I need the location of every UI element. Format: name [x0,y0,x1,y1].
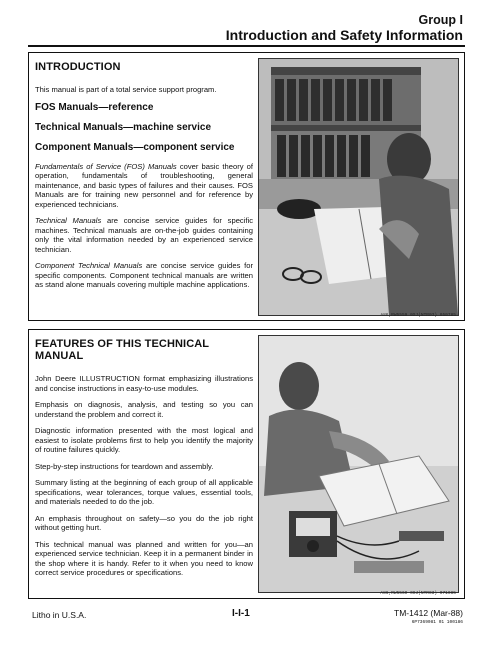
features-section [28,329,465,599]
ctm-text: are concise service guides for specific components. Component technical manuals are written as stand alone manuals covering multiple machine applications. [35,261,253,289]
ctm-subheading: Component Manuals—component service [35,141,235,153]
feature-paragraph: Summary listing at the beginning of each group of all applicable specifications, wear tolerances, torque values, essential tools, and materials needed to do the job. [35,478,253,506]
manual-number: TM-1412 (Mar-88) [394,608,463,618]
photo-reference-code: A86,RW5560 0SJ(NTR03) 071085 [380,591,456,596]
tm-text: are concise service guides for specific machines. Technical manuals are on-the-job guides containing only the vital information needed by an experienced service technician. [35,216,253,254]
tm-subheading: Technical Manuals—machine service [35,121,212,133]
feature-paragraph: Step-by-step instructions for teardown and assembly. [35,461,214,471]
fos-paragraph [35,162,253,210]
footer-printed-in: Litho in U.S.A. [32,610,87,620]
feature-paragraph: This technical manual was planned and written for you—an experienced service technician. Keep it in a permanent binder in the shop where it is handy. Refer to it when you need to know correct service procedures or specifications. [35,539,253,577]
feature-paragraph: John Deere ILLUSTRUCTION format emphasizing illustrations and concise instructions in easy-to-use modules. [35,374,253,393]
introduction-section [28,52,465,321]
features-heading: FEATURES OF THIS TECHNICAL MANUAL [35,338,209,362]
feature-paragraph: Diagnostic information presented with the most logical and easiest to isolate problems first to help you identify the majority of routine failures quickly. [35,426,253,454]
fos-text: cover basic theory of operation, fundamentals of troubleshooting, general maintenance, and basic types of failures and their causes. FOS Manuals are for training new personnel and for reference by experienced technicians. [35,161,253,209]
technician-testing-photo [258,335,459,593]
tm-paragraph [35,216,253,254]
introduction-text-column [35,57,253,297]
group-label: Group I [418,13,463,27]
feature-paragraph: Emphasis on diagnosis, analysis, and testing so you can understand the problem and correct it. [35,400,253,419]
page-title: Introduction and Safety Information [225,27,463,43]
introduction-heading: INTRODUCTION [35,61,121,73]
features-text-column [35,334,253,585]
intro-lead: This manual is part of a total service support program. [35,85,217,94]
tm-term: Technical Manuals [35,216,102,225]
ctm-term: Component Technical Manuals [35,261,143,270]
footer-small-code: 6P7369081 01 100186 [411,620,463,625]
fos-term: Fundamentals of Service (FOS) Manuals [35,161,177,171]
fos-subheading: FOS Manuals—reference [35,101,154,113]
feature-paragraph: An emphasis throughout on safety—so you do the job right without getting hurt. [35,513,253,532]
page-number: I-I-1 [232,608,250,619]
technician-reading-manual-photo [258,58,459,316]
ctm-paragraph [35,261,253,290]
photo-reference-code: A86,RW5559 0SJ(NTR03) 050785 [380,313,456,318]
header-rule [28,45,465,47]
